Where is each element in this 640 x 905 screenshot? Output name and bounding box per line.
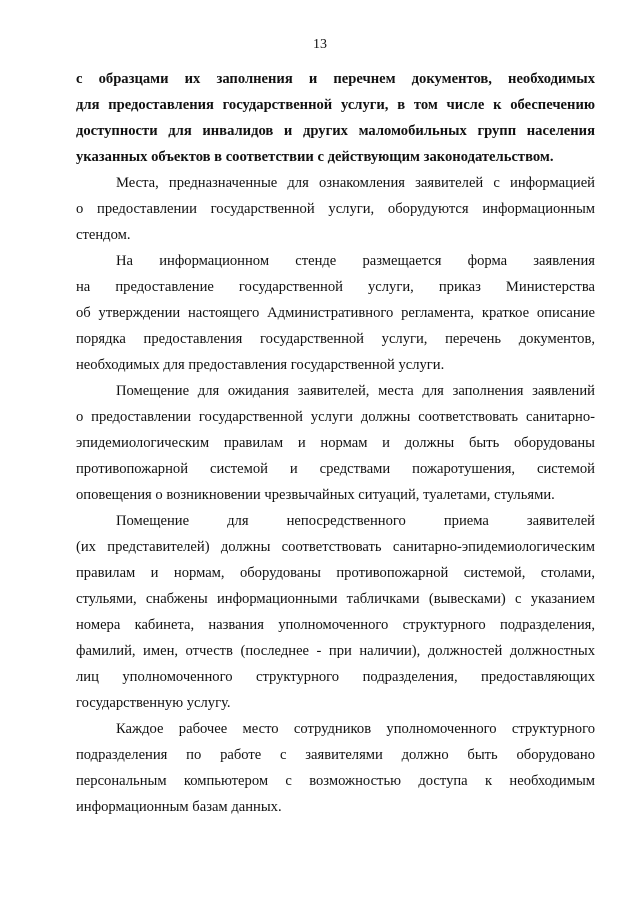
text-line: Каждое рабочее место сотрудников уполномоченного структурного: [116, 721, 595, 737]
text-line: необходимых для предоставления государственной услуги.: [76, 357, 445, 373]
paragraph: [76, 170, 595, 248]
text-line: номера кабинета, названия уполномоченного структурного подразделения,: [76, 617, 595, 633]
text-line: эпидемиологическим правилам и нормам и должны быть оборудованы: [76, 435, 595, 451]
paragraph: [76, 716, 595, 820]
paragraph: [76, 248, 595, 378]
text-line: стульями, снабжены информационными табличками (вывесками) с указанием: [76, 591, 595, 607]
document-body: [76, 66, 595, 820]
text-line: государственную услугу.: [76, 695, 231, 711]
text-line: о предоставлении государственной услуги, оборудуются информационным: [76, 201, 595, 217]
text-line: на предоставление государственной услуги, приказ Министерства: [76, 279, 595, 295]
text-line: На информационном стенде размещается форма заявления: [116, 253, 595, 269]
text-line: противопожарной системой и средствами пожаротушения, системой: [76, 461, 595, 477]
paragraph: [76, 66, 595, 170]
text-line: информационным базам данных.: [76, 799, 282, 815]
text-line: порядка предоставления государственной услуги, перечень документов,: [76, 331, 595, 347]
text-line: (их представителей) должны соответствовать санитарно-эпидемиологическим: [76, 539, 595, 555]
paragraph: [76, 378, 595, 508]
text-line: оповещения о возникновении чрезвычайных ситуаций, туалетами, стульями.: [76, 487, 555, 503]
text-line: фамилий, имен, отчеств (последнее - при наличии), должностей должностных: [76, 643, 595, 659]
text-line: Помещение для непосредственного приема заявителей: [116, 513, 595, 529]
page-number: 13: [313, 37, 327, 52]
text-line: об утверждении настоящего Административного регламента, краткое описание: [76, 305, 595, 321]
text-line: о предоставлении государственной услуги должны соответствовать санитарно-: [76, 409, 595, 425]
text-line: стендом.: [76, 227, 131, 243]
text-line: Помещение для ожидания заявителей, места для заполнения заявлений: [116, 383, 595, 399]
text-line: указанных объектов в соответствии с действующим законодательством.: [76, 149, 554, 165]
text-line: доступности для инвалидов и других маломобильных групп населения: [76, 123, 595, 139]
text-line: персональным компьютером с возможностью доступа к необходимым: [76, 773, 595, 789]
text-line: для предоставления государственной услуги, в том числе к обеспечению: [76, 97, 595, 113]
text-line: подразделения по работе с заявителями должно быть оборудовано: [76, 747, 595, 763]
paragraph: [76, 508, 595, 716]
text-line: правилам и нормам, оборудованы противопожарной системой, столами,: [76, 565, 595, 581]
text-line: с образцами их заполнения и перечнем документов, необходимых: [76, 71, 595, 87]
text-line: Места, предназначенные для ознакомления заявителей с информацией: [116, 175, 595, 191]
text-line: лиц уполномоченного структурного подразделения, предоставляющих: [76, 669, 595, 685]
